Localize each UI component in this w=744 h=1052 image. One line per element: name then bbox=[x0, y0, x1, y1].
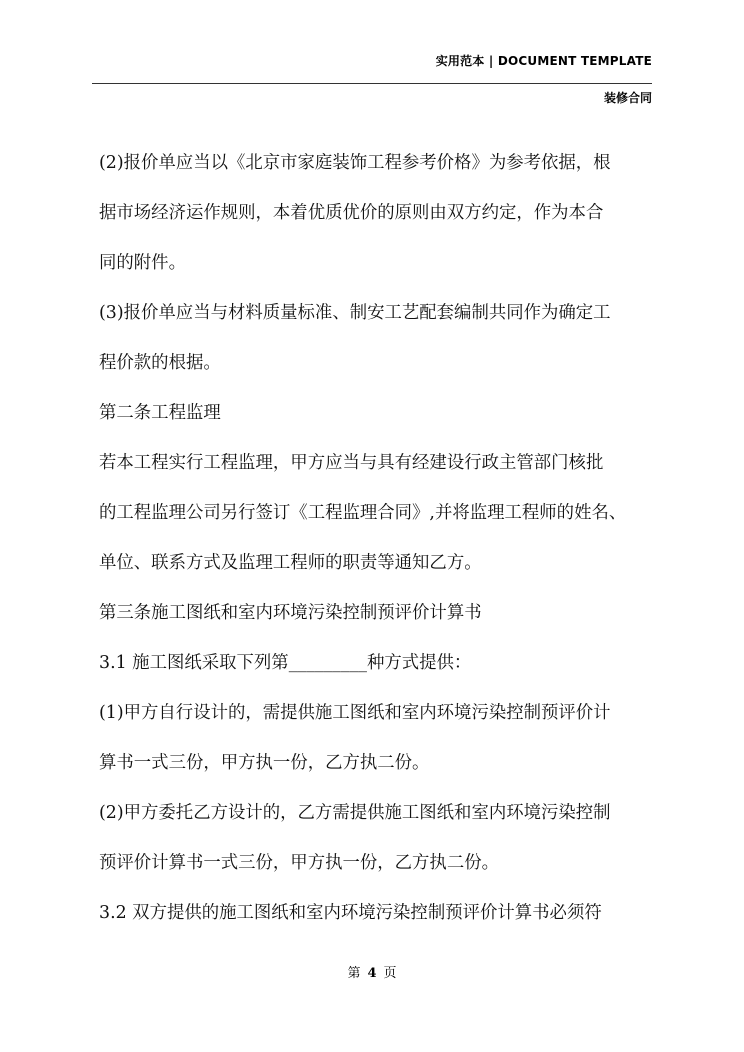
text-line: 若本工程实行工程监理，甲方应当与具有经建设行政主管部门核批 bbox=[99, 453, 604, 473]
text-line: 3.1 施工图纸采取下列第_________种方式提供： bbox=[99, 653, 472, 673]
text-line: (2)甲方委托乙方设计的，乙方需提供施工图纸和室内环境污染控制 bbox=[99, 803, 611, 823]
text-line: (3)报价单应当与材料质量标准、制安工艺配套编制共同作为确定工 bbox=[99, 303, 611, 323]
body-text bbox=[99, 138, 659, 938]
footer-prefix: 第 bbox=[347, 966, 361, 981]
section-heading: 第二条工程监理 bbox=[99, 403, 221, 423]
text-line: (2)报价单应当以《北京市家庭装饰工程参考价格》为参考依据，根 bbox=[99, 153, 611, 173]
header-title: 实用范本 | DOCUMENT TEMPLATE bbox=[435, 54, 652, 68]
text-line: 单位、联系方式及监理工程师的职责等通知乙方。 bbox=[99, 553, 482, 573]
text-line: 算书一式三份，甲方执一份，乙方执二份。 bbox=[99, 753, 430, 773]
text-line: 预评价计算书一式三份，甲方执一份，乙方执二份。 bbox=[99, 853, 499, 873]
text-line: 3.2 双方提供的施工图纸和室内环境污染控制预评价计算书必须符 bbox=[99, 903, 602, 923]
page-number: 4 bbox=[367, 966, 377, 981]
text-line: 据市场经济运作规则，本着优质优价的原则由双方约定，作为本合 bbox=[99, 203, 604, 223]
text-line: (1)甲方自行设计的，需提供施工图纸和室内环境污染控制预评价计 bbox=[99, 703, 611, 723]
text-line: 程价款的根据。 bbox=[99, 353, 221, 373]
section-heading: 第三条施工图纸和室内环境污染控制预评价计算书 bbox=[99, 603, 482, 623]
text-line: 的工程监理公司另行签订《工程监理合同》,并将监理工程师的姓名、 bbox=[99, 503, 627, 523]
page-footer bbox=[0, 962, 744, 981]
header-subtitle: 装修合同 bbox=[603, 91, 652, 105]
footer-suffix: 页 bbox=[383, 966, 397, 981]
header-divider bbox=[92, 83, 652, 84]
text-line: 同的附件。 bbox=[99, 253, 186, 273]
